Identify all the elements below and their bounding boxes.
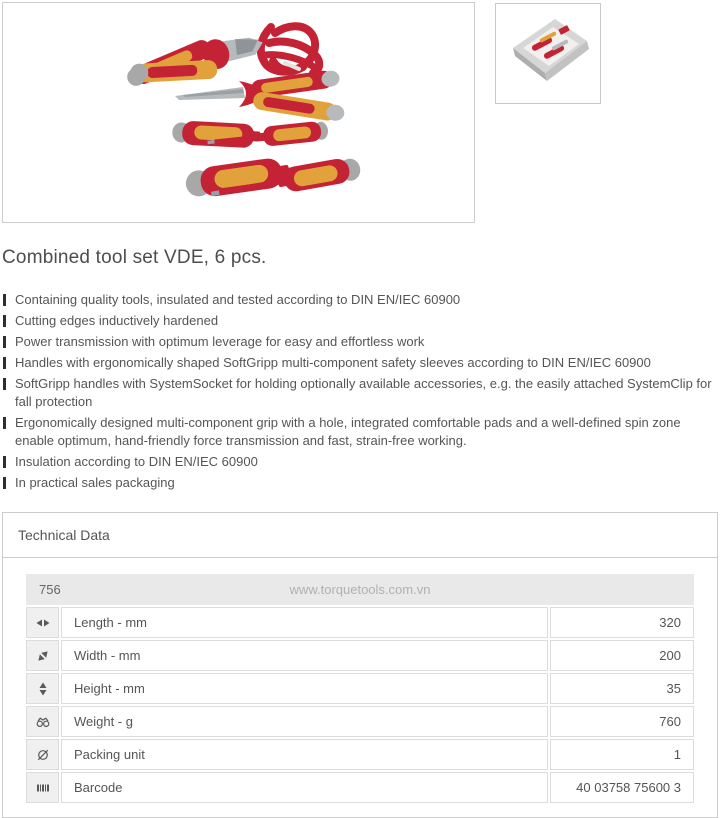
feature-item xyxy=(2,375,718,411)
spec-header-row xyxy=(26,574,694,605)
lanyard xyxy=(261,26,320,73)
product-main-image xyxy=(2,2,475,223)
feature-list xyxy=(2,291,718,492)
feature-text: SoftGripp handles with SystemSocket for holding optionally available accessories, e.g. the easily attached SystemClip for fall protection xyxy=(15,376,712,409)
bullet-marker xyxy=(3,357,6,369)
feature-text: Containing quality tools, insulated and tested according to DIN EN/IEC 60900 xyxy=(15,292,461,307)
bullet-marker xyxy=(3,378,6,390)
feature-text: Insulation according to DIN EN/IEC 60900 xyxy=(15,454,258,469)
spec-value: 1 xyxy=(550,739,694,770)
feature-text: Ergonomically designed multi-component grip with a hole, integrated comfortable pads and a well-defined spin zone enable optimum, hand-friendly force transmission and fast, strain-free working. xyxy=(15,415,681,448)
packaging-photo xyxy=(503,11,593,96)
spec-value: 40 03758 75600 3 xyxy=(550,772,694,803)
barcode-icon xyxy=(36,781,50,795)
product-photo xyxy=(3,3,474,222)
spec-value: 760 xyxy=(550,706,694,737)
feature-item xyxy=(2,333,718,351)
spec-row-length xyxy=(26,607,694,638)
spec-value: 200 xyxy=(550,640,694,671)
spec-label: Packing unit xyxy=(61,739,548,770)
technical-data-title: Technical Data xyxy=(3,513,717,558)
feature-item xyxy=(2,354,718,372)
spec-row-weight xyxy=(26,706,694,737)
spec-table xyxy=(24,572,696,805)
bullet-marker xyxy=(3,315,6,327)
bullet-marker xyxy=(3,336,6,348)
length-icon xyxy=(36,616,50,630)
feature-item xyxy=(2,474,718,492)
page-title: Combined tool set VDE, 6 pcs. xyxy=(2,247,267,268)
packaging-thumbnail[interactable] xyxy=(495,3,601,104)
spec-value: 320 xyxy=(550,607,694,638)
product-page xyxy=(2,0,718,818)
feature-item xyxy=(2,312,718,330)
feature-text: In practical sales packaging xyxy=(15,475,175,490)
spec-row-packing-unit xyxy=(26,739,694,770)
spec-value: 35 xyxy=(550,673,694,704)
feature-item xyxy=(2,453,718,471)
width-icon xyxy=(36,649,50,663)
feature-text: Cutting edges inductively hardened xyxy=(15,313,219,328)
watermark: www.torquetools.com.vn xyxy=(289,582,431,597)
technical-data-panel xyxy=(2,512,718,818)
bullet-marker xyxy=(3,294,6,306)
bullet-marker xyxy=(3,477,6,489)
spec-label: Weight - g xyxy=(61,706,548,737)
spec-label: Height - mm xyxy=(61,673,548,704)
spec-label: Width - mm xyxy=(61,640,548,671)
bullet-marker xyxy=(3,456,6,468)
weight-icon xyxy=(36,715,50,729)
product-code: 756 xyxy=(39,582,61,597)
product-gallery xyxy=(2,0,718,226)
feature-item xyxy=(2,291,718,309)
packing-icon xyxy=(36,748,50,762)
spec-label: Barcode xyxy=(61,772,548,803)
height-icon xyxy=(36,682,50,696)
feature-item xyxy=(2,414,718,450)
spec-label: Length - mm xyxy=(61,607,548,638)
bullet-marker xyxy=(3,417,6,429)
spec-row-barcode xyxy=(26,772,694,803)
technical-data-body xyxy=(3,558,717,817)
spec-row-height xyxy=(26,673,694,704)
feature-text: Power transmission with optimum leverage for easy and effortless work xyxy=(15,334,425,349)
feature-text: Handles with ergonomically shaped SoftGripp multi-component safety sleeves according to DIN EN/IEC 60900 xyxy=(15,355,651,370)
spec-row-width xyxy=(26,640,694,671)
